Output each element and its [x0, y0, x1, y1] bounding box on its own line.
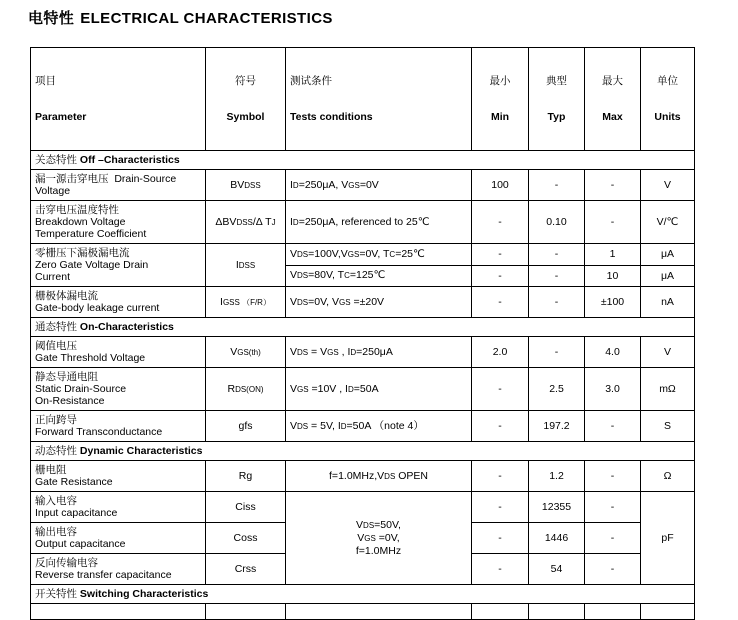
col-header-min: [472, 48, 529, 151]
col-header-units-zh: 单位: [657, 75, 678, 87]
min-cell-vgs-th: 2.0: [472, 337, 529, 368]
unit-cell-rds-on: mΩ: [641, 368, 695, 411]
max-cell-igss: ±100: [585, 287, 641, 318]
max-cell-crss: -: [585, 554, 641, 585]
unit-cell-capacitance: pF: [641, 492, 695, 585]
spec-row-idss: [31, 244, 695, 266]
symbol-cell-gfs: gfs: [206, 411, 286, 442]
stub-cell: [529, 604, 585, 620]
stub-cell: [206, 604, 286, 620]
unit-cell-igss: nA: [641, 287, 695, 318]
page-title-zh: 电特性: [28, 10, 75, 27]
spec-row-bvdss-temp-coefficient: [31, 201, 695, 244]
col-header-typ-en: Typ: [547, 111, 566, 123]
spec-row-bvdss: [31, 170, 695, 201]
section-row-switching-characteristics: [31, 585, 695, 604]
min-cell-rds-on: -: [472, 368, 529, 411]
unit-cell-rg: Ω: [641, 461, 695, 492]
typ-cell-igss: -: [529, 287, 585, 318]
symbol-cell-crss: Crss: [206, 554, 286, 585]
condition-cell-capacitance: VDS=50V, VGS =0V, f=1.0MHz: [286, 492, 472, 585]
param-cell-rds-on: 静态导通电阻 Static Drain-Source On-Resistance: [31, 368, 206, 411]
max-cell-vgs-th: 4.0: [585, 337, 641, 368]
condition-cell-rds-on: VGS =10V , ID=50A: [286, 368, 472, 411]
page-title-en: ELECTRICAL CHARACTERISTICS: [80, 10, 333, 27]
typ-cell-bvdss-temp-coefficient: 0.10: [529, 201, 585, 244]
param-cell-igss: 栅极体漏电流 Gate-body leakage current: [31, 287, 206, 318]
section-label-on-characteristics: 通态特性 On-Characteristics: [31, 318, 695, 337]
param-cell-rg: 栅电阻 Gate Resistance: [31, 461, 206, 492]
spec-row-rg: [31, 461, 695, 492]
spec-row-ciss: [31, 492, 695, 523]
stub-cell: [31, 604, 206, 620]
section-label-dynamic-characteristics: 动态特性 Dynamic Characteristics: [31, 442, 695, 461]
condition-cell-igss: VDS=0V, VGS =±20V: [286, 287, 472, 318]
typ-cell-idss: -: [529, 244, 585, 266]
page-title: [28, 7, 333, 28]
clipped-next-row: [31, 604, 695, 620]
symbol-cell-idss: IDSS: [206, 244, 286, 287]
unit-cell-vgs-th: V: [641, 337, 695, 368]
col-header-parameter: [31, 48, 206, 151]
section-row-dynamic-characteristics: [31, 442, 695, 461]
section-row-off-characteristics: [31, 151, 695, 170]
col-header-conditions-en: Tests conditions: [290, 111, 373, 123]
col-header-typ-zh: 典型: [546, 75, 567, 87]
electrical-characteristics-table: [30, 47, 695, 620]
spec-row-vgs-th: [31, 337, 695, 368]
condition-cell-vgs-th: VDS = VGS , ID=250μA: [286, 337, 472, 368]
max-cell-rg: -: [585, 461, 641, 492]
max-cell-bvdss: -: [585, 170, 641, 201]
typ-cell-crss: 54: [529, 554, 585, 585]
param-cell-idss: 零栅压下漏极漏电流 Zero Gate Voltage Drain Current: [31, 244, 206, 287]
symbol-cell-rg: Rg: [206, 461, 286, 492]
table-header-row: [31, 48, 695, 151]
param-cell-crss: 反向传输电容 Reverse transfer capacitance: [31, 554, 206, 585]
unit-cell-idss: μA: [641, 244, 695, 266]
min-cell-idss: -: [472, 265, 529, 287]
col-header-parameter-en: Parameter: [35, 111, 87, 123]
col-header-max: [585, 48, 641, 151]
typ-cell-bvdss: -: [529, 170, 585, 201]
typ-cell-gfs: 197.2: [529, 411, 585, 442]
stub-cell: [585, 604, 641, 620]
col-header-min-en: Min: [490, 111, 510, 123]
symbol-cell-ciss: Ciss: [206, 492, 286, 523]
spec-row-igss: [31, 287, 695, 318]
min-cell-idss: -: [472, 244, 529, 266]
min-cell-bvdss: 100: [472, 170, 529, 201]
min-cell-igss: -: [472, 287, 529, 318]
unit-cell-bvdss-temp-coefficient: V/℃: [641, 201, 695, 244]
col-header-parameter-zh: 项目: [35, 75, 56, 87]
col-header-max-en: Max: [602, 111, 623, 123]
min-cell-crss: -: [472, 554, 529, 585]
symbol-cell-bvdss-temp-coefficient: ΔBVDSS/Δ TJ: [206, 201, 286, 244]
condition-cell-idss: VDS=80V, TC=125℃: [286, 265, 472, 287]
col-header-typ: [529, 48, 585, 151]
col-header-conditions-zh: 测试条件: [290, 75, 332, 87]
min-cell-bvdss-temp-coefficient: -: [472, 201, 529, 244]
section-label-off-characteristics: 关态特性 Off –Characteristics: [31, 151, 695, 170]
unit-cell-bvdss: V: [641, 170, 695, 201]
col-header-max-zh: 最大: [602, 75, 623, 87]
min-cell-gfs: -: [472, 411, 529, 442]
stub-cell: [286, 604, 472, 620]
col-header-min-zh: 最小: [489, 75, 511, 87]
unit-cell-gfs: S: [641, 411, 695, 442]
condition-cell-bvdss: ID=250μA, VGS=0V: [286, 170, 472, 201]
col-header-symbol: [206, 48, 286, 151]
typ-cell-rg: 1.2: [529, 461, 585, 492]
section-label-switching-characteristics: 开关特性 Switching Characteristics: [31, 585, 695, 604]
typ-cell-vgs-th: -: [529, 337, 585, 368]
symbol-cell-coss: Coss: [206, 523, 286, 554]
typ-cell-ciss: 12355: [529, 492, 585, 523]
condition-cell-idss: VDS=100V,VGS=0V, TC=25℃: [286, 244, 472, 266]
min-cell-rg: -: [472, 461, 529, 492]
stub-cell: [641, 604, 695, 620]
spec-row-rds-on: [31, 368, 695, 411]
col-header-symbol-zh: 符号: [235, 75, 256, 87]
max-cell-coss: -: [585, 523, 641, 554]
param-cell-gfs: 正向跨导 Forward Transconductance: [31, 411, 206, 442]
typ-cell-idss: -: [529, 265, 585, 287]
max-cell-ciss: -: [585, 492, 641, 523]
symbol-cell-rds-on: RDS(ON): [206, 368, 286, 411]
col-header-units-en: Units: [654, 111, 681, 123]
stub-cell: [472, 604, 529, 620]
min-cell-coss: -: [472, 523, 529, 554]
min-cell-ciss: -: [472, 492, 529, 523]
param-cell-bvdss: 漏一源击穿电压 Drain-Source Voltage: [31, 170, 206, 201]
param-cell-vgs-th: 阈值电压 Gate Threshold Voltage: [31, 337, 206, 368]
typ-cell-rds-on: 2.5: [529, 368, 585, 411]
symbol-cell-bvdss: BVDSS: [206, 170, 286, 201]
symbol-cell-igss: IGSS （F/R）: [206, 287, 286, 318]
max-cell-gfs: -: [585, 411, 641, 442]
col-header-symbol-en: Symbol: [226, 111, 265, 123]
max-cell-idss: 10: [585, 265, 641, 287]
col-header-units: [641, 48, 695, 151]
symbol-cell-vgs-th: VGS(th): [206, 337, 286, 368]
typ-cell-coss: 1446: [529, 523, 585, 554]
col-header-conditions: [286, 48, 472, 151]
max-cell-idss: 1: [585, 244, 641, 266]
unit-cell-idss: μA: [641, 265, 695, 287]
condition-cell-rg: f=1.0MHz,VDS OPEN: [286, 461, 472, 492]
section-row-on-characteristics: [31, 318, 695, 337]
condition-cell-bvdss-temp-coefficient: ID=250μA, referenced to 25℃: [286, 201, 472, 244]
condition-cell-gfs: VDS = 5V, ID=50A （note 4）: [286, 411, 472, 442]
spec-row-gfs: [31, 411, 695, 442]
param-cell-bvdss-temp-coefficient: 击穿电压温度特性 Breakdown Voltage Temperature Coefficient: [31, 201, 206, 244]
max-cell-rds-on: 3.0: [585, 368, 641, 411]
param-cell-ciss: 输入电容 Input capacitance: [31, 492, 206, 523]
param-cell-coss: 输出电容 Output capacitance: [31, 523, 206, 554]
max-cell-bvdss-temp-coefficient: -: [585, 201, 641, 244]
